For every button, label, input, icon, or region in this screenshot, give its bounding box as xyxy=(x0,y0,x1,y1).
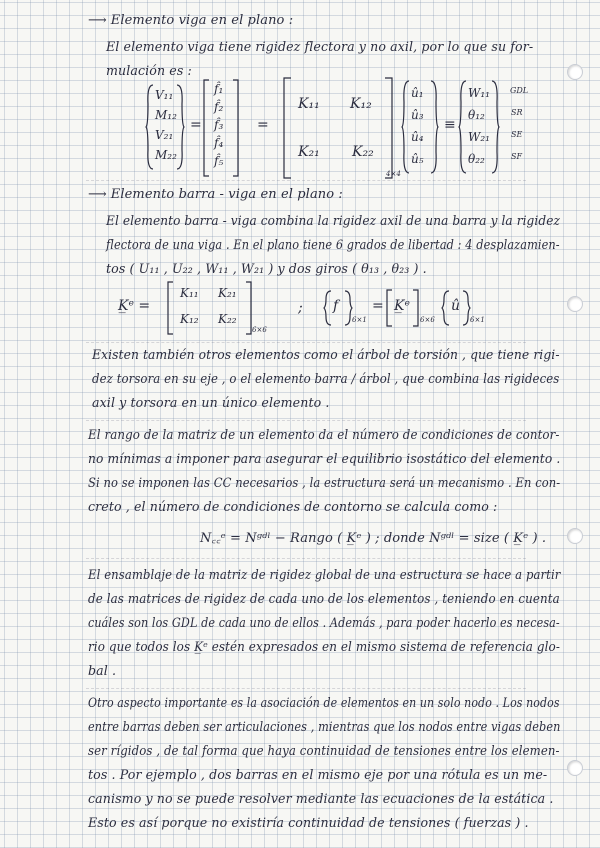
vector-entry: f̂₄ xyxy=(214,136,224,150)
paragraph-line: no mínimas a imponer para asegurar el equilibrio isostático del elemento . xyxy=(88,451,561,466)
section2-line: flectora de una viga . En el plano tiene 6 grados de libertad : 4 desplazamien- xyxy=(106,237,560,252)
brace-left xyxy=(324,290,332,326)
vector-entry: û₃ xyxy=(411,108,424,122)
vector-entry: θ₁₂ xyxy=(468,108,485,122)
brace-left xyxy=(146,84,154,170)
separator xyxy=(86,180,526,181)
vector-entry: W₂₁ xyxy=(468,130,490,144)
section1-heading: ⟶ Elemento viga en el plano : xyxy=(88,13,294,28)
bracket-right xyxy=(412,290,420,326)
paragraph-line: creto , el número de condiciones de contorno se calcula como : xyxy=(88,499,498,514)
paragraph-line: Si no se imponen las CC necesarios , la estructura será un mecanismo . En con- xyxy=(88,475,561,490)
boundary-conditions-formula: N꜀꜀ᵉ = Nᵍᵈˡ − Rango ( K̲ᵉ ) ; donde Nᵍᵈˡ = size ( K̲ᵉ ) . xyxy=(200,531,547,546)
brace-left xyxy=(442,290,450,326)
matrix-block: K₂₂ xyxy=(352,144,374,160)
paragraph-line: rio que todos los K̲ᵉ estén expresados en el mismo sistema de referencia glo- xyxy=(88,639,560,654)
section2-line: El elemento barra - viga combina la rigidez axil de una barra y la rigidez xyxy=(106,213,560,228)
matrix-size: 4×4 xyxy=(386,170,401,178)
matrix-block: K₂₁ xyxy=(218,286,237,300)
equals-sign: = xyxy=(372,298,384,314)
separator xyxy=(86,342,526,343)
vector-entry: f̂₂ xyxy=(214,100,224,114)
vector-entry: f̂₁ xyxy=(214,82,224,96)
brace-left xyxy=(459,80,467,174)
brace-right xyxy=(491,80,499,174)
binder-hole xyxy=(567,760,583,776)
paragraph-line: axil y torsora en un único elemento . xyxy=(92,395,330,410)
matrix-block: K₁₂ xyxy=(180,312,199,326)
vector-entry: V₁₁ xyxy=(155,88,174,102)
bracket-left xyxy=(203,80,211,176)
vector-entry: V₂₁ xyxy=(155,128,174,142)
binder-hole xyxy=(567,528,583,544)
brace-right xyxy=(176,84,184,170)
dof-label: SE xyxy=(511,130,523,139)
paragraph-line: El rango de la matriz de un elemento da el número de condiciones de contor- xyxy=(88,427,560,442)
matrix-block: K₂₂ xyxy=(218,312,237,326)
paragraph-line: ser rígidos , de tal forma que haya continuidad de tensiones entre los elemen- xyxy=(88,743,560,758)
vector-entry: M₂₂ xyxy=(155,148,177,162)
bracket-right xyxy=(384,78,394,178)
matrix-block: K₂₁ xyxy=(298,144,320,160)
vector-entry: f̂₅ xyxy=(214,154,224,168)
paragraph-line: canismo y no se puede resolver mediante las ecuaciones de la estática . xyxy=(88,791,554,806)
binder-hole xyxy=(567,64,583,80)
dof-label: GDL xyxy=(510,86,529,95)
section1-line: El elemento viga tiene rigidez flectora y no axil, por lo que su for- xyxy=(106,39,534,54)
brace-right xyxy=(344,290,352,326)
paragraph-line: bal . xyxy=(88,663,117,678)
vector-entry: W₁₁ xyxy=(468,86,490,100)
brace-right xyxy=(430,80,438,174)
separator xyxy=(86,558,526,559)
vector-entry: f̂₃ xyxy=(214,118,224,132)
separator xyxy=(86,420,526,421)
paragraph-line: Existen también otros elementos como el árbol de torsión , que tiene rigi- xyxy=(92,347,560,362)
brace-right xyxy=(462,290,470,326)
vector-entry: û₄ xyxy=(411,130,424,144)
section1-line: mulación es : xyxy=(106,63,192,78)
stiffness-lhs: K̲ᵉ = xyxy=(118,298,151,314)
paragraph-line: Esto es así porque no existiría continuidad de tensiones ( fuerzas ) . xyxy=(88,815,529,830)
section2-heading: ⟶ Elemento barra - viga en el plano : xyxy=(88,187,343,202)
binder-hole xyxy=(567,296,583,312)
matrix-size: 6×6 xyxy=(252,326,267,334)
paragraph-line: tos . Por ejemplo , dos barras en el mismo eje por una rótula es un me- xyxy=(88,767,548,782)
separator xyxy=(86,688,526,689)
semicolon: ; xyxy=(298,300,303,316)
paragraph-line: dez torsora en su eje , o el elemento barra / árbol , que combina las rigideces xyxy=(92,371,560,386)
force-vector: f xyxy=(333,298,339,314)
equiv-sign: ≡ xyxy=(444,117,456,133)
vector-entry: θ₂₂ xyxy=(468,152,485,166)
equals-sign: = xyxy=(257,117,269,133)
bracket-left xyxy=(283,78,293,178)
paragraph-line: entre barras deben ser articulaciones , mientras que los nodos entre vigas deben xyxy=(88,719,561,734)
paragraph-line: cuáles son los GDL de cada uno de ellos . Además , para poder hacerlo es necesa- xyxy=(88,615,560,630)
paragraph-line: Otro aspecto importante es la asociación de elementos en un solo nodo . Los nodos xyxy=(88,695,560,710)
matrix-block: K₁₁ xyxy=(180,286,199,300)
bracket-left xyxy=(167,282,175,334)
matrix-size: 6×6 xyxy=(420,316,435,324)
equals-sign: = xyxy=(190,117,202,133)
section2-line: tos ( U₁₁ , U₂₂ , W₁₁ , W₂₁ ) y dos giros ( θ₁₃ , θ₂₃ ) . xyxy=(106,261,427,276)
paragraph-line: El ensamblaje de la matriz de rigidez global de una estructura se hace a partir xyxy=(88,567,561,582)
vector-entry: û₁ xyxy=(411,86,424,100)
paragraph-line: de las matrices de rigidez de cada uno de los elementos , teniendo en cuenta xyxy=(88,591,560,606)
stiffness-matrix: K̲ᵉ xyxy=(394,298,410,314)
vector-size: 6×1 xyxy=(352,316,367,324)
dof-label: SR xyxy=(511,108,523,117)
bracket-left xyxy=(386,290,394,326)
vector-size: 6×1 xyxy=(470,316,485,324)
vector-entry: M₁₂ xyxy=(155,108,177,122)
dof-label: SF xyxy=(511,152,523,161)
matrix-block: K₁₁ xyxy=(298,96,320,112)
bracket-right xyxy=(232,80,240,176)
vector-entry: û₅ xyxy=(411,152,424,166)
matrix-block: K₁₂ xyxy=(350,96,372,112)
brace-left xyxy=(402,80,410,174)
displacement-vector: û xyxy=(451,298,461,314)
